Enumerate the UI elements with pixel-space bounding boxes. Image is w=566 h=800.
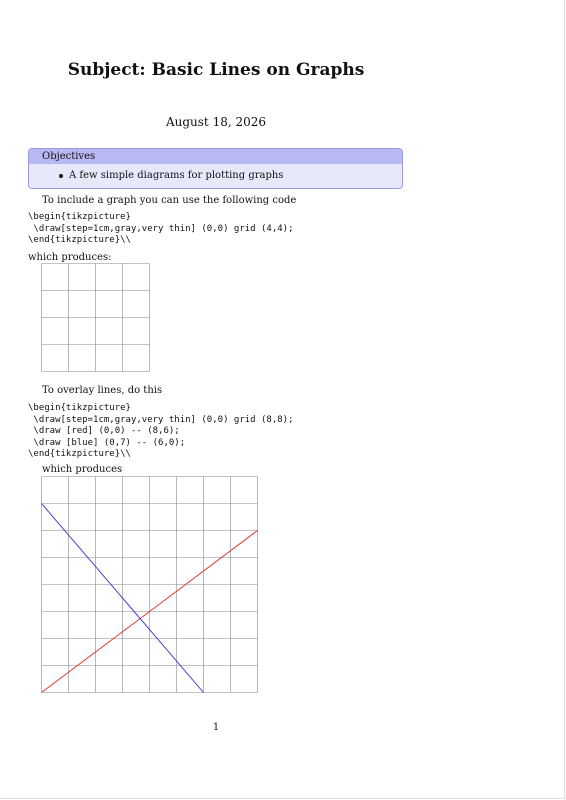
bullet-icon xyxy=(59,174,63,178)
code-line: \draw[step=1cm,gray,very thin] (0,0) grid (4,4); xyxy=(28,223,294,234)
objectives-item xyxy=(29,164,402,181)
document-date: August 18, 2026 xyxy=(165,115,267,129)
code-line: \begin{tikzpicture} xyxy=(28,403,131,413)
code-line: \end{tikzpicture}\\ xyxy=(28,235,131,245)
code-line: \draw[step=1cm,gray,very thin] (0,0) grid (8,8); xyxy=(28,414,294,425)
code-line: \draw [blue] (0,7) -- (6,0); xyxy=(28,437,186,448)
paragraph-intro: To include a graph you can use the following code xyxy=(42,195,297,206)
code-line: \draw [red] (0,0) -- (8,6); xyxy=(28,426,180,436)
produces-label-1: which produces: xyxy=(28,252,112,263)
objectives-item-text: A few simple diagrams for plotting graphs xyxy=(69,170,284,181)
paragraph-overlay: To overlay lines, do this xyxy=(42,385,163,396)
code-line: \begin{tikzpicture} xyxy=(28,212,131,222)
grid-figure-1 xyxy=(41,263,151,373)
code-line: \end{tikzpicture}\\ xyxy=(28,449,131,459)
page-number: 1 xyxy=(212,722,220,733)
objectives-heading: Objectives xyxy=(29,149,402,164)
grid-figure-2 xyxy=(41,476,259,694)
objectives-box xyxy=(28,148,403,189)
code-block-2 xyxy=(28,403,294,461)
document-title: Subject: Basic Lines on Graphs xyxy=(67,60,365,80)
produces-label-2: which produces xyxy=(42,464,123,475)
code-block-1 xyxy=(28,212,294,247)
